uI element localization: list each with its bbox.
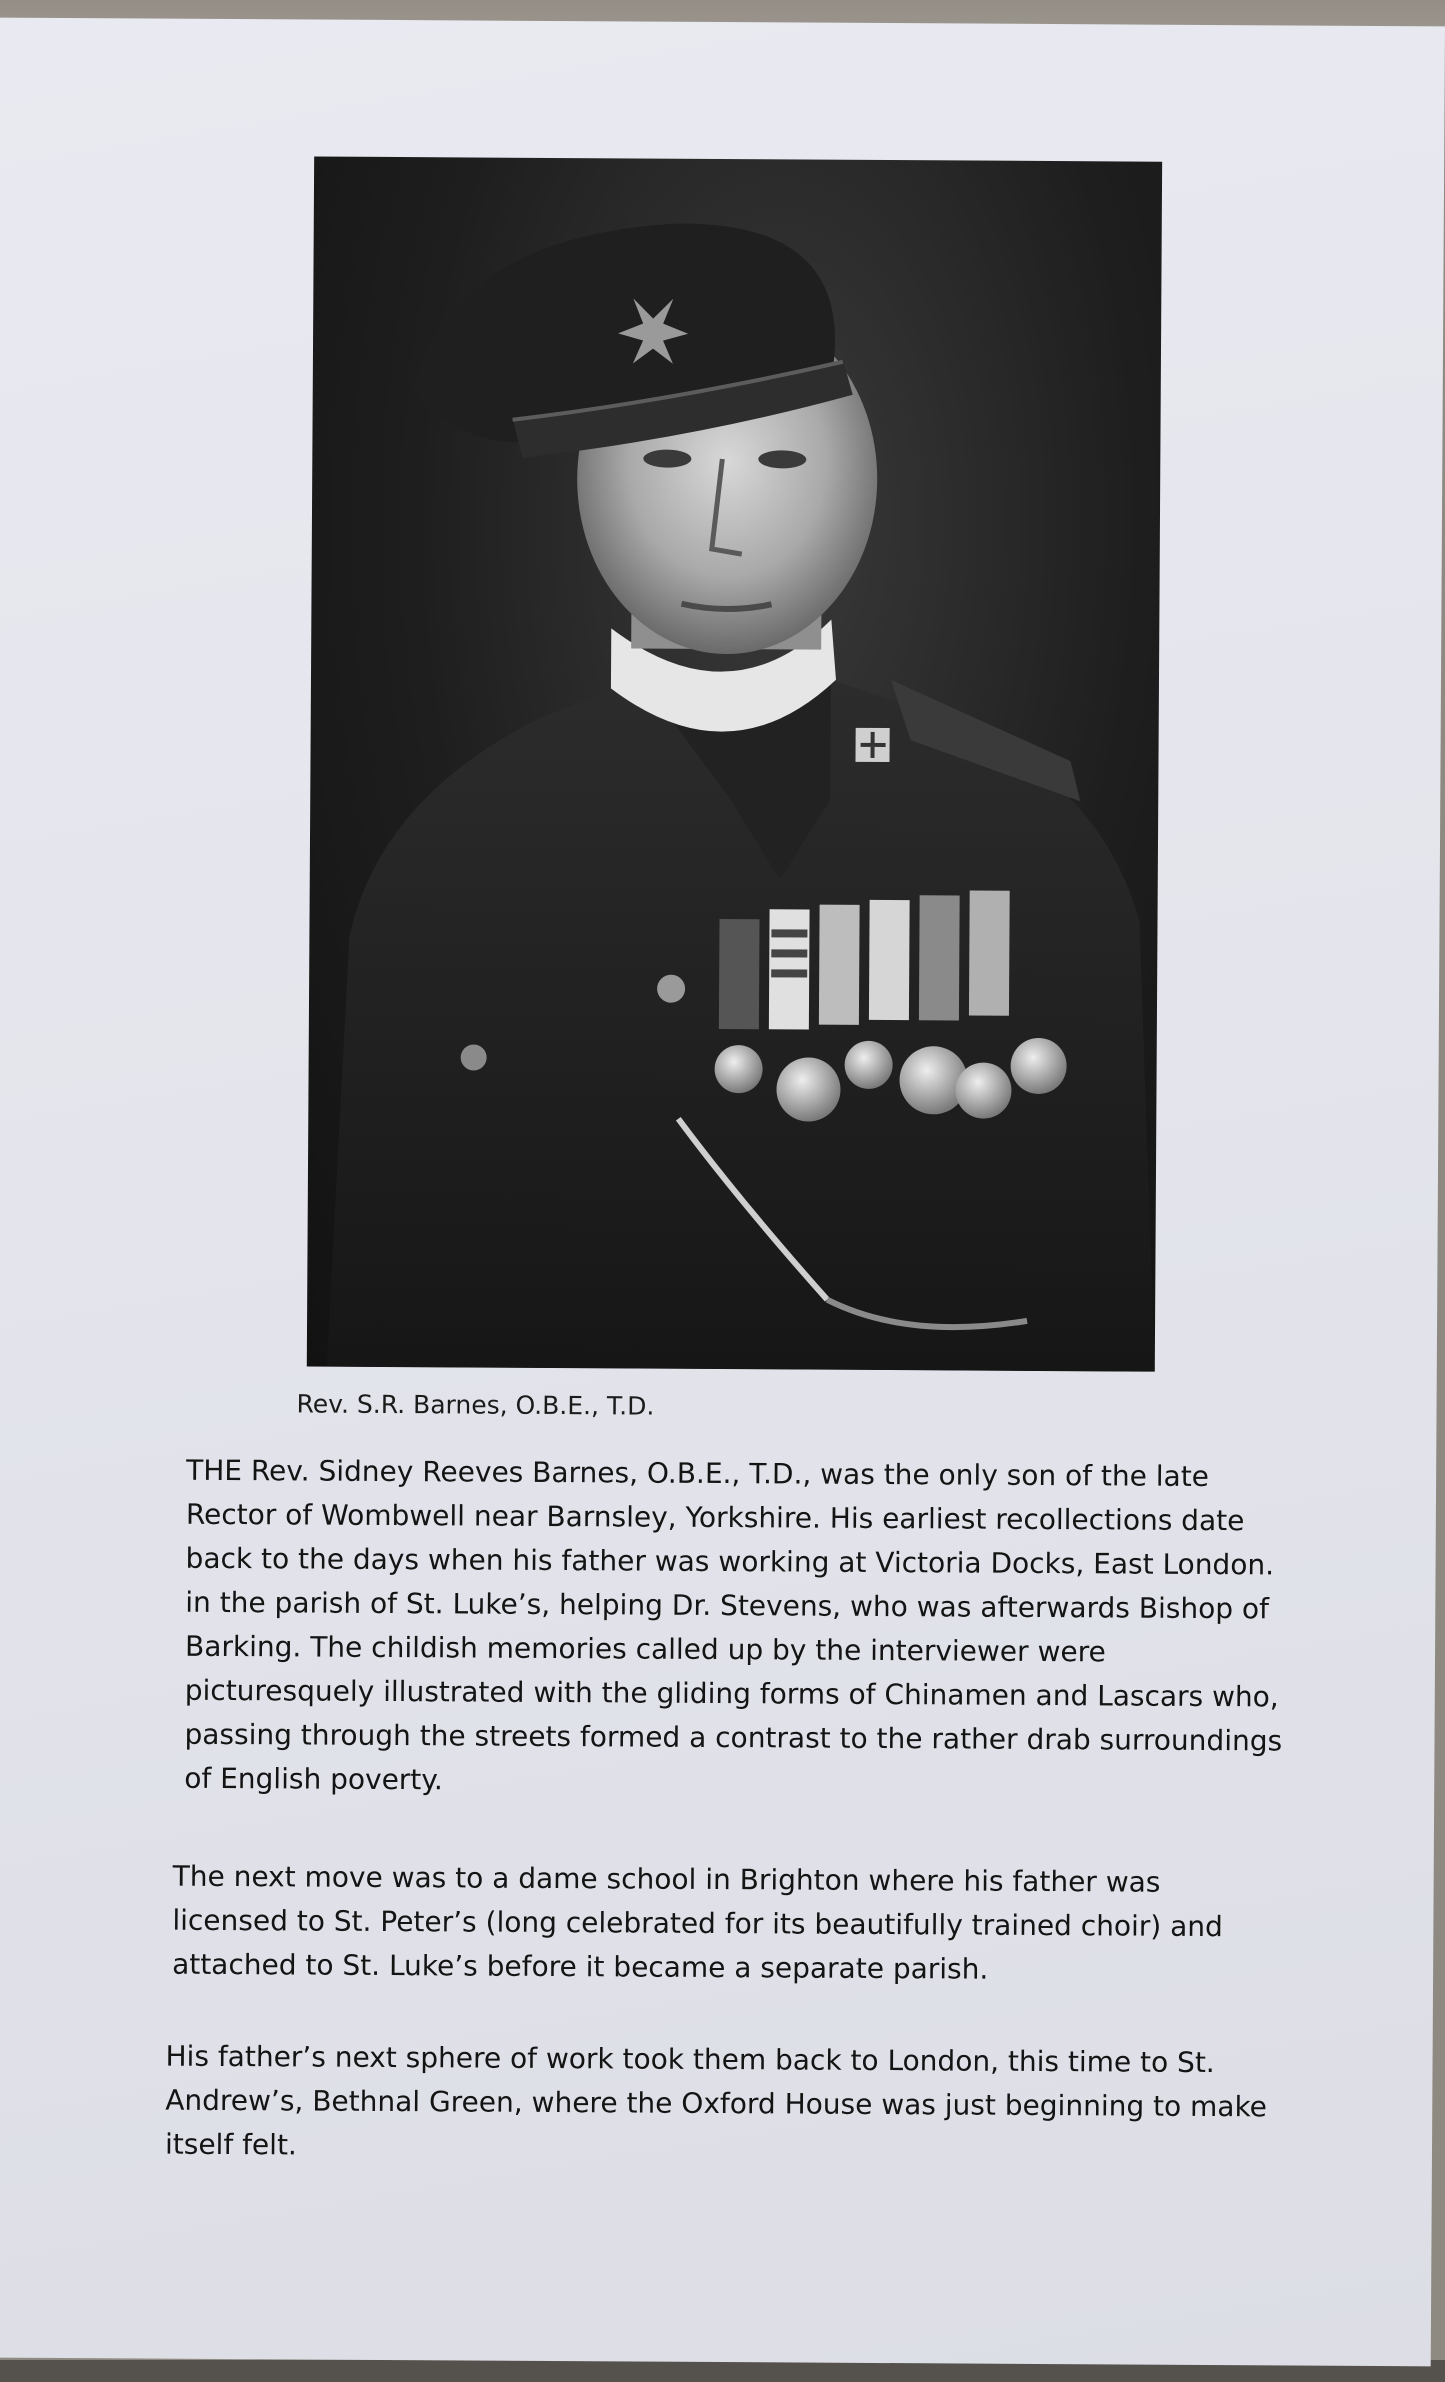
text-line: THE Rev. Sidney Reeves Barnes, O.B.E., T.D., was the only son of the late xyxy=(186,1453,1210,1493)
text-line: back to the days when his father was working at Victoria Docks, East London. xyxy=(185,1541,1275,1582)
printed-page xyxy=(0,18,1445,2367)
text-line: passing through the streets formed a contrast to the rather drab surroundings xyxy=(184,1717,1283,1758)
text-line: picturesquely illustrated with the gliding forms of Chinamen and Lascars who, xyxy=(184,1673,1279,1714)
article-paragraph-2 xyxy=(172,1855,1223,1993)
portrait-photo xyxy=(307,157,1162,1372)
text-line: The next move was to a dame school in Brighton where his father was xyxy=(172,1859,1161,1899)
text-line: Andrew’s, Bethnal Green, where the Oxford House was just beginning to make xyxy=(165,2083,1268,2124)
photo-caption: Rev. S.R. Barnes, O.B.E., T.D. xyxy=(296,1389,655,1421)
article-paragraph-3 xyxy=(165,2035,1267,2174)
text-line: Barking. The childish memories called up by the interviewer were xyxy=(184,1629,1106,1669)
portrait-illustration xyxy=(307,157,1162,1372)
text-line: attached to St. Luke’s before it became a separate parish. xyxy=(172,1947,989,1986)
text-line: His father’s next sphere of work took them back to London, this time to St. xyxy=(165,2039,1215,2080)
article-paragraph-1 xyxy=(184,1449,1284,1808)
text-line: in the parish of St. Luke’s, helping Dr. Stevens, who was afterwards Bishop of xyxy=(185,1585,1270,1626)
text-line: licensed to St. Peter’s (long celebrated for its beautifully trained choir) and xyxy=(172,1903,1223,1944)
text-line: Rector of Wombwell near Barnsley, Yorkshire. His earliest recollections date xyxy=(185,1497,1245,1538)
text-line: itself felt. xyxy=(164,2127,297,2162)
text-line: of English poverty. xyxy=(184,1761,443,1797)
